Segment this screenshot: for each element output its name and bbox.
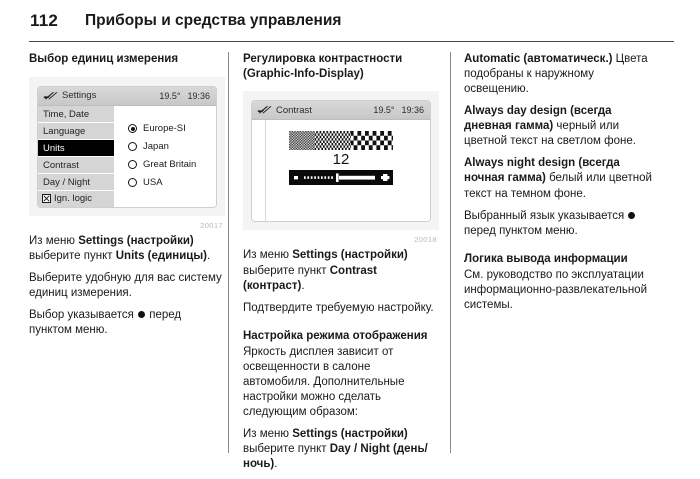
heading-line-2: (Graphic-Info-Display) [243, 67, 364, 80]
text-run: выберите пункт [29, 249, 116, 262]
paragraph-day-night-step [243, 427, 439, 472]
text-run: Из меню [29, 234, 79, 247]
content-columns [0, 44, 700, 471]
option-japan[interactable] [128, 138, 216, 156]
paragraph-contrast-step1 [243, 248, 439, 293]
page-title: Приборы и средства управления [85, 12, 342, 29]
contrast-slider[interactable] [289, 170, 393, 185]
text-run: . [274, 458, 278, 471]
figure-settings-units [29, 77, 225, 230]
menu-item-day-night[interactable]: Day / Night [38, 174, 114, 191]
text-run-bold: Always night design (всегда ночная гамма) [464, 157, 620, 185]
settings-screen-body [38, 106, 216, 207]
heading-line-1: Регулировка контрастности [243, 53, 403, 65]
figure-number: 20018 [414, 235, 437, 245]
menu-item-units[interactable]: Units [38, 140, 114, 157]
text-run-bold: Contrast (контраст) [243, 264, 378, 292]
screen-title: Settings [62, 90, 97, 102]
page-header [0, 0, 700, 44]
radio-icon [128, 142, 137, 151]
paragraph-units-step1 [29, 234, 225, 264]
option-europe-si[interactable] [128, 120, 216, 138]
subheading-info-logic: Логика вывода информации [464, 252, 628, 265]
settings-menu-list [38, 106, 114, 207]
contrast-screen-body [252, 120, 430, 221]
screen-title: Contrast [276, 104, 312, 116]
x-box-icon [42, 194, 51, 203]
screen-status [159, 91, 210, 101]
filled-dot-icon [628, 212, 635, 219]
paragraph-display-mode-info: Яркость дисплея зависит от освещенности в салоне автомобиля. Дополнительные настройки можно сделать следующим образом: [243, 345, 405, 418]
screen-clock: 19:36 [187, 90, 210, 101]
text-run: Цвета подобраны к наружному освещению. [464, 53, 648, 96]
paragraph-selected-language-note [464, 209, 660, 239]
section-heading-contrast [243, 52, 439, 81]
contrast-value: 12 [332, 151, 350, 169]
section-heading-units: Выбор единиц измерения [29, 53, 179, 65]
column-divider-2 [450, 52, 451, 453]
paragraph-always-day-mode [464, 104, 660, 149]
option-usa[interactable] [128, 174, 216, 192]
figure-contrast [243, 91, 439, 244]
option-label: USA [143, 177, 163, 189]
screen-clock: 19:36 [401, 105, 424, 116]
figure-frame [243, 91, 439, 230]
settings-swoosh-icon [43, 90, 58, 102]
text-run-bold: Always day design (всегда дневная гамма) [464, 105, 612, 133]
column-divider-1 [228, 52, 229, 453]
text-run: перед пунктом меню. [29, 308, 182, 337]
figure-frame [29, 77, 225, 216]
text-run: Выбранный язык указывается [464, 209, 628, 222]
menu-item-time-date[interactable]: Time, Date [38, 106, 114, 123]
option-label: Europe-SI [143, 123, 186, 135]
screen-status [373, 105, 424, 115]
radio-icon-selected [128, 124, 137, 133]
column-one [29, 52, 225, 345]
screen-temperature: 19.5° [373, 105, 395, 116]
paragraph-units-step2: Выберите удобную для вас систему единиц измерения. [29, 271, 222, 299]
column-two [243, 52, 439, 479]
screen-titlebar [252, 101, 430, 120]
option-great-britain[interactable] [128, 156, 216, 174]
column-three [464, 52, 660, 320]
filled-dot-icon [138, 311, 145, 318]
radio-icon [128, 160, 137, 169]
text-run-bold: Day / Night (день/ночь) [243, 443, 428, 471]
car-display-screen-contrast [251, 100, 431, 222]
text-run: выберите пункт [243, 443, 330, 455]
text-run: Выбор указывается [29, 308, 138, 321]
header-divider-rule [29, 41, 674, 42]
text-run: Из меню [243, 427, 293, 440]
screen-titlebar [38, 87, 216, 106]
menu-item-language[interactable]: Language [38, 123, 114, 140]
page-number: 112 [30, 11, 59, 30]
figure-number: 20017 [200, 220, 223, 230]
menu-item-ign-logic[interactable] [38, 191, 114, 207]
text-run: черный или цветной текст на светлом фоне. [464, 120, 636, 148]
menu-item-contrast[interactable]: Contrast [38, 157, 114, 174]
option-label: Great Britain [143, 159, 197, 171]
paragraph-contrast-step2: Подтвердите требуемую настройку. [243, 301, 434, 314]
text-run: . [207, 249, 211, 262]
text-run-bold: Automatic (автоматическ.) [464, 53, 613, 65]
paragraph-automatic-mode [464, 52, 660, 97]
paragraph-always-night-mode [464, 156, 660, 201]
text-run: белый или цветной текст на темном фоне. [464, 172, 652, 200]
screen-temperature: 19.5° [159, 90, 181, 101]
text-run-bold: Settings (настройки) [78, 234, 194, 247]
car-display-screen-settings [37, 86, 217, 208]
menu-item-ign-logic-label: Ign. logic [54, 193, 93, 205]
text-run-bold: Settings (настройки) [292, 427, 408, 440]
contrast-checker-pattern-icon [289, 131, 393, 150]
option-label: Japan [143, 141, 169, 153]
radio-icon [128, 178, 137, 187]
paragraph-units-step3 [29, 308, 225, 338]
subheading-display-mode: Настройка режима отображения [243, 329, 428, 342]
text-run: Из меню [243, 249, 293, 262]
text-run-bold: Settings (настройки) [292, 249, 408, 262]
text-run: . [301, 279, 305, 292]
settings-swoosh-icon [257, 104, 272, 116]
text-run: перед пунктом меню. [464, 224, 578, 237]
units-options-pane [114, 106, 216, 207]
text-run-bold: Units (единицы) [115, 249, 208, 262]
paragraph-info-logic-reference: См. руководство по эксплуатации информационно-развлекательной системы. [464, 268, 648, 311]
text-run: выберите пункт [243, 264, 330, 277]
